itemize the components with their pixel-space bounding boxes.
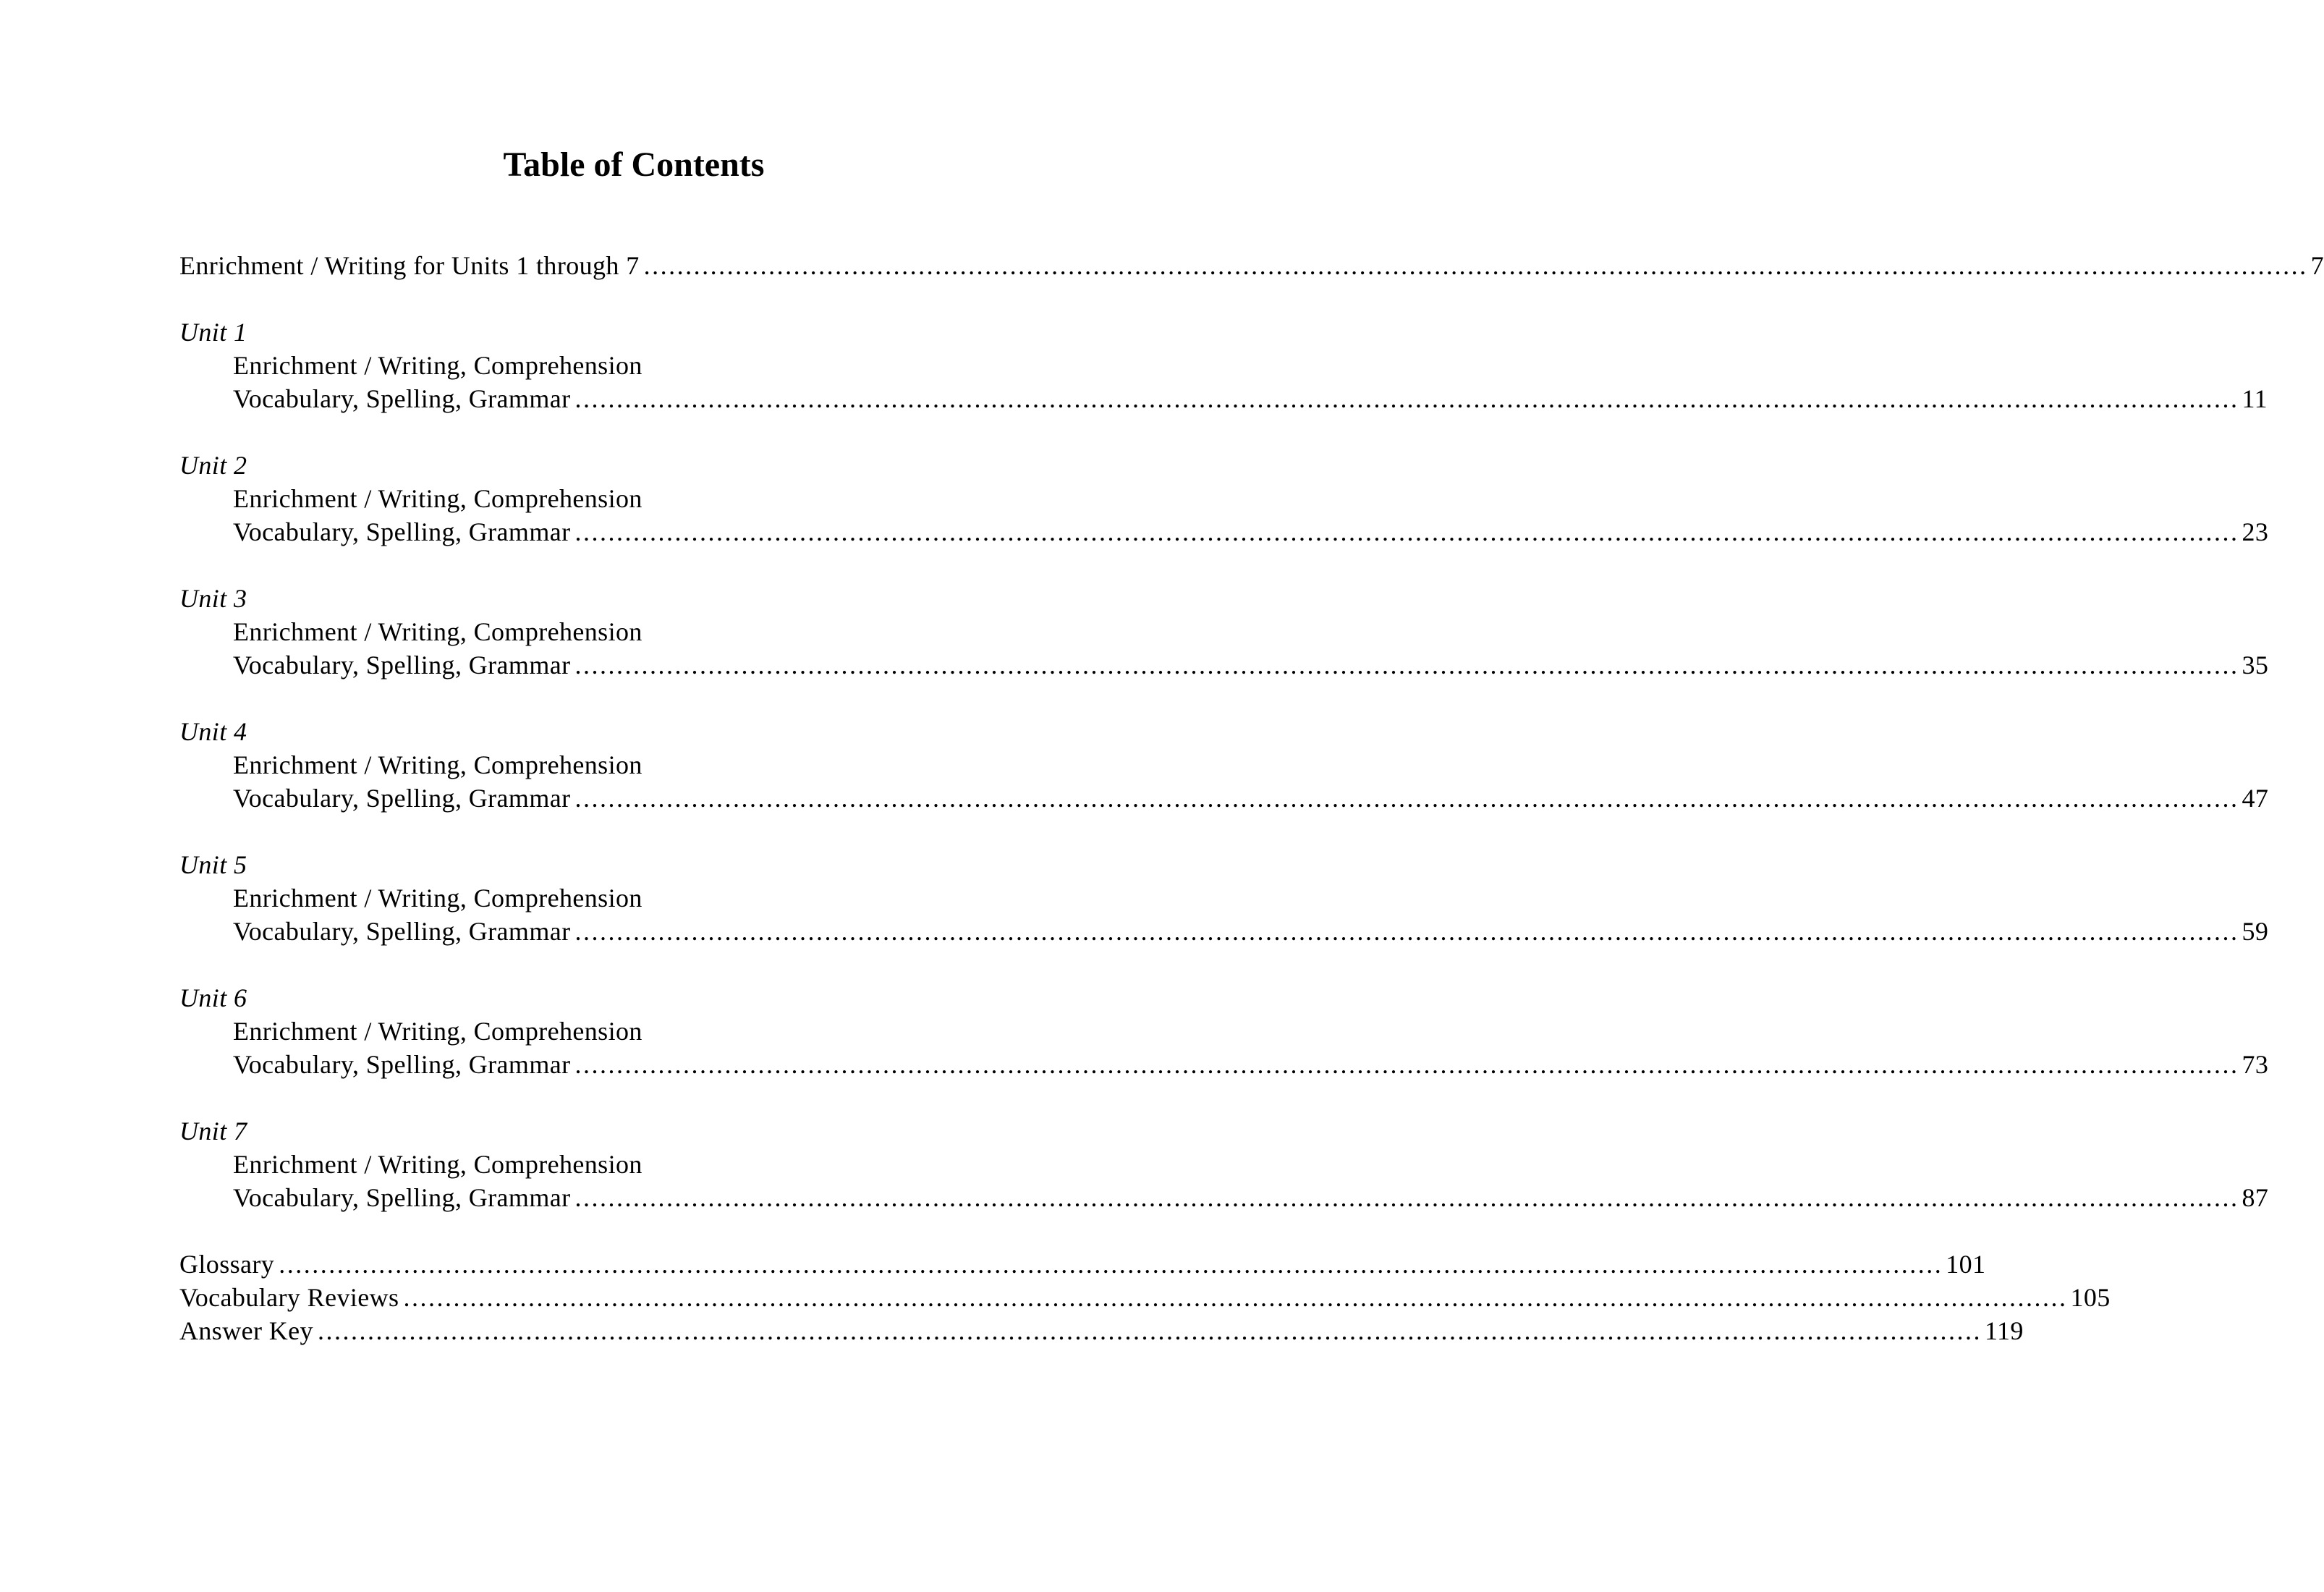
toc-unit-7 bbox=[179, 1114, 2269, 1214]
dot-leader: ........................................................................................................................................................................................................ bbox=[279, 1250, 1943, 1279]
toc-page-number: 11 bbox=[2242, 384, 2268, 413]
toc-page-number: 35 bbox=[2242, 651, 2269, 679]
dot-leader: ........................................................................................................................................................................................................ bbox=[574, 517, 2239, 546]
dot-leader: ........................................................................................................................................................................................................ bbox=[574, 784, 2239, 813]
toc-page-number: 59 bbox=[2242, 917, 2269, 946]
dot-leader: ........................................................................................................................................................................................................ bbox=[574, 1183, 2239, 1212]
dot-leader: ........................................................................................................................................................................................................ bbox=[574, 1050, 2239, 1079]
toc-entry-answer-key bbox=[179, 1314, 2024, 1347]
toc-page-number: 73 bbox=[2242, 1050, 2269, 1079]
dot-leader: ........................................................................................................................................................................................................ bbox=[643, 251, 2308, 280]
toc-unit-5 bbox=[179, 848, 2269, 948]
dot-leader: ........................................................................................................................................................................................................ bbox=[403, 1283, 2068, 1312]
dot-leader: ........................................................................................................................................................................................................ bbox=[574, 384, 2239, 413]
page-title: Table of Contents bbox=[503, 145, 765, 184]
toc-unit-2 bbox=[179, 449, 2269, 549]
toc-page-number: 87 bbox=[2242, 1183, 2269, 1212]
toc-entry bbox=[179, 515, 2269, 549]
unit-heading: Unit 2 bbox=[179, 451, 247, 480]
unit-subtopics-line: Enrichment / Writing, Comprehension bbox=[233, 484, 643, 513]
unit-subtopics-line: Enrichment / Writing, Comprehension bbox=[233, 1017, 643, 1046]
toc-unit-1 bbox=[179, 316, 2268, 415]
unit-heading: Unit 5 bbox=[179, 850, 247, 879]
toc-entry bbox=[179, 915, 2269, 948]
toc-entry-label: Vocabulary, Spelling, Grammar bbox=[233, 384, 571, 413]
toc-entry bbox=[179, 382, 2268, 415]
toc-entry-label: Vocabulary, Spelling, Grammar bbox=[233, 1183, 571, 1212]
dot-leader: ........................................................................................................................................................................................................ bbox=[574, 651, 2239, 679]
table-of-contents bbox=[179, 249, 2324, 1347]
toc-unit-6 bbox=[179, 981, 2269, 1081]
toc-entry-intro bbox=[179, 249, 2324, 282]
toc-entry bbox=[179, 782, 2269, 815]
unit-subtopics-line: Enrichment / Writing, Comprehension bbox=[233, 617, 643, 646]
toc-entry-label: Vocabulary, Spelling, Grammar bbox=[233, 784, 571, 813]
toc-entry-label: Answer Key bbox=[179, 1316, 313, 1345]
toc-entry-glossary bbox=[179, 1248, 1986, 1281]
unit-heading: Unit 7 bbox=[179, 1117, 247, 1146]
toc-page-number: 119 bbox=[1984, 1316, 2024, 1345]
unit-heading: Unit 6 bbox=[179, 983, 247, 1012]
toc-entry-label: Enrichment / Writing for Units 1 through 7 bbox=[179, 251, 640, 280]
toc-entry-label: Vocabulary, Spelling, Grammar bbox=[233, 517, 571, 546]
toc-entry bbox=[179, 1181, 2269, 1214]
toc-unit-3 bbox=[179, 582, 2269, 682]
dot-leader: ........................................................................................................................................................................................................ bbox=[574, 917, 2239, 946]
unit-heading: Unit 1 bbox=[179, 318, 247, 347]
toc-unit-4 bbox=[179, 715, 2269, 815]
toc-entry-label: Vocabulary, Spelling, Grammar bbox=[233, 917, 571, 946]
toc-entry bbox=[179, 648, 2269, 682]
toc-entry-label: Vocabulary, Spelling, Grammar bbox=[233, 1050, 571, 1079]
toc-page-number: 101 bbox=[1946, 1250, 1986, 1279]
toc-entry-label: Glossary bbox=[179, 1250, 275, 1279]
unit-heading: Unit 3 bbox=[179, 584, 247, 613]
toc-entry-label: Vocabulary, Spelling, Grammar bbox=[233, 651, 571, 679]
toc-page-number: 105 bbox=[2070, 1283, 2111, 1312]
toc-page-number: 47 bbox=[2242, 784, 2269, 813]
toc-entry bbox=[179, 1048, 2269, 1081]
unit-subtopics-line: Enrichment / Writing, Comprehension bbox=[233, 884, 643, 913]
dot-leader: ........................................................................................................................................................................................................ bbox=[317, 1316, 1982, 1345]
unit-subtopics-line: Enrichment / Writing, Comprehension bbox=[233, 750, 643, 779]
unit-subtopics-line: Enrichment / Writing, Comprehension bbox=[233, 351, 643, 380]
toc-entry-vocabulary-reviews bbox=[179, 1281, 2111, 1314]
toc-page-number: 7 bbox=[2310, 251, 2324, 280]
toc-entry-label: Vocabulary Reviews bbox=[179, 1283, 399, 1312]
unit-heading: Unit 4 bbox=[179, 717, 247, 746]
unit-subtopics-line: Enrichment / Writing, Comprehension bbox=[233, 1150, 643, 1179]
toc-back-matter bbox=[179, 1248, 2111, 1347]
toc-page-number: 23 bbox=[2242, 517, 2269, 546]
